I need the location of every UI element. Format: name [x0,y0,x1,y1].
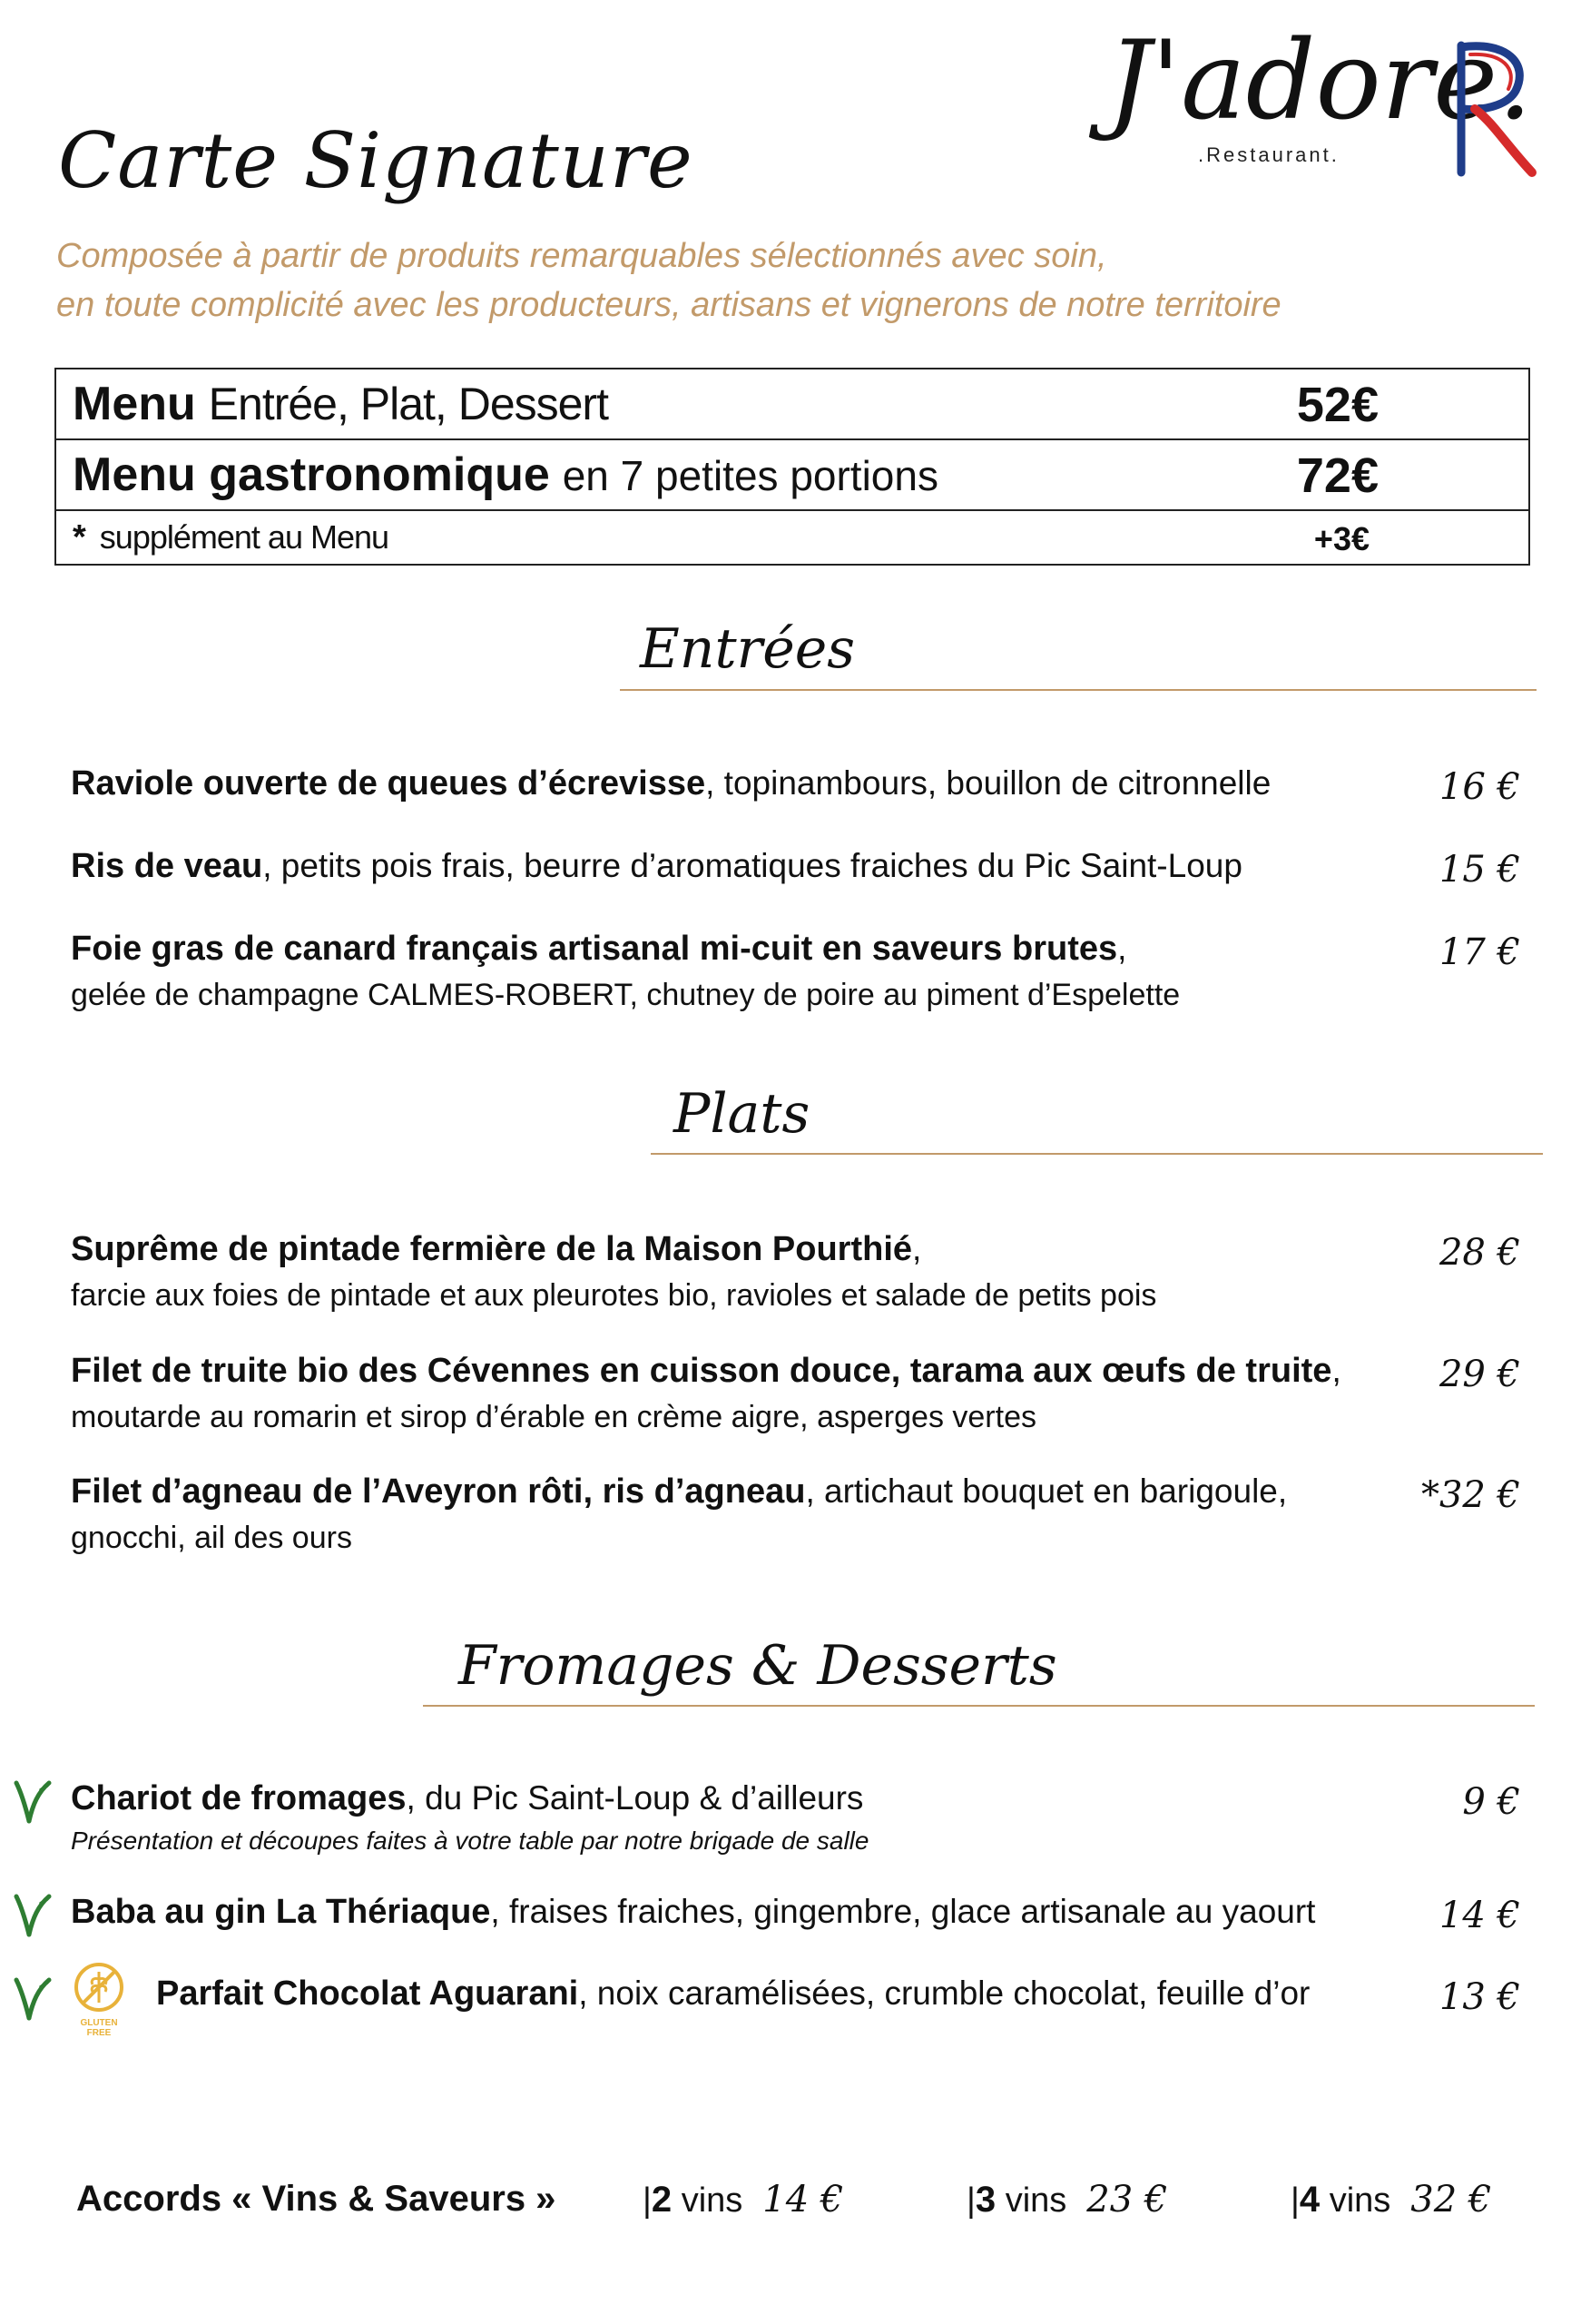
menu-item: Filet de truite bio des Cévennes en cuisson douce, tarama aux œufs de truite, [71,1352,1341,1390]
section-divider [423,1705,1535,1707]
section-divider [651,1153,1543,1155]
item-price: 16 € [1439,766,1520,808]
supplement-mark: * [73,518,85,556]
item-description: gnocchi, ail des ours [71,1521,352,1555]
gluten-free-label-line1: GLUTEN [80,2018,118,2028]
page-title: Carte Signature [58,116,693,205]
item-price: 15 € [1439,849,1520,891]
menu-detail: Entrée, Plat, Dessert [208,379,608,429]
accord-option: |4 vins 32 € [1291,2179,1492,2221]
item-description: farcie aux foies de pintade et aux pleurotes bio, ravioles et salade de petits pois [71,1278,1157,1313]
item-description: moutarde au romarin et sirop d’érable en crème aigre, asperges vertes [71,1400,1036,1434]
menu-item: Baba au gin La Thériaque, fraises fraiches, gingembre, glace artisanale au yaourt [71,1893,1316,1931]
menu-item: Chariot de fromages, du Pic Saint-Loup & d’ailleurs [71,1779,864,1817]
menu-item: Filet d’agneau de l’Aveyron rôti, ris d’agneau, artichaut bouquet en barigoule, [71,1472,1288,1511]
menu-price: 72€ [1296,448,1379,503]
menu-row-supplement [56,511,1528,564]
r-monogram-icon [1443,36,1543,182]
menu-row-gastronomique [56,440,1528,511]
menu-price-table [54,368,1530,566]
accord-option: |3 vins 23 € [967,2179,1168,2221]
vegan-icon [13,1777,53,1825]
menu-item: Foie gras de canard français artisanal mi-cuit en saveurs brutes, [71,930,1127,968]
item-price: 13 € [1439,1976,1520,2018]
item-price: 17 € [1439,931,1520,973]
menu-item: Raviole ouverte de queues d’écrevisse, topinambours, bouillon de citronnelle [71,764,1272,803]
subtitle-line-2: en toute complicité avec les producteurs, artisans et vignerons de notre territoire [56,286,1281,324]
menu-item: Ris de veau, petits pois frais, beurre d’aromatiques fraiches du Pic Saint-Loup [71,847,1242,885]
vegan-icon [13,1891,53,1938]
accords-label: Accords « Vins & Saveurs » [76,2179,556,2219]
menu-name: Menu gastronomique [73,448,550,501]
vegan-icon [13,1974,53,2022]
logo-subtext: .Restaurant. [1198,143,1340,166]
subtitle-line-1: Composée à partir de produits remarquables sélectionnés avec soin, [56,237,1107,275]
subtitle [56,231,1281,330]
item-price: 14 € [1439,1895,1520,1936]
menu-detail: en 7 petites portions [562,452,938,499]
gluten-free-icon [73,1961,125,2014]
section-title-plats: Plats [673,1082,810,1146]
section-title-entrees: Entrées [640,617,856,681]
item-price: 28 € [1439,1232,1520,1274]
menu-row-standard [56,369,1528,440]
gluten-free-badge [73,1961,129,2038]
menu-price: 52€ [1296,378,1379,432]
logo-script-text: J'adore. [1107,18,1533,144]
gluten-free-label-line2: FREE [86,2028,112,2038]
menu-item: Suprême de pintade fermière de la Maison Pourthié, [71,1230,922,1268]
section-divider [620,689,1537,691]
menu-item: Parfait Chocolat Aguarani, noix caramélisées, crumble chocolat, feuille d’or [156,1974,1311,2013]
item-note: Présentation et découpes faites à votre table par notre brigade de salle [71,1827,869,1855]
section-title-desserts: Fromages & Desserts [458,1634,1057,1698]
accord-option: |2 vins 14 € [643,2179,844,2221]
item-price: *32 € [1420,1474,1520,1516]
supplement-price: +3€ [1313,520,1370,557]
restaurant-logo [1107,18,1543,182]
item-price: 9 € [1462,1781,1520,1823]
item-description: gelée de champagne CALMES-ROBERT, chutney de poire au piment d’Espelette [71,978,1181,1012]
item-price: 29 € [1439,1354,1520,1395]
menu-name: Menu [73,378,196,430]
supplement-label: supplément au Menu [99,518,389,556]
